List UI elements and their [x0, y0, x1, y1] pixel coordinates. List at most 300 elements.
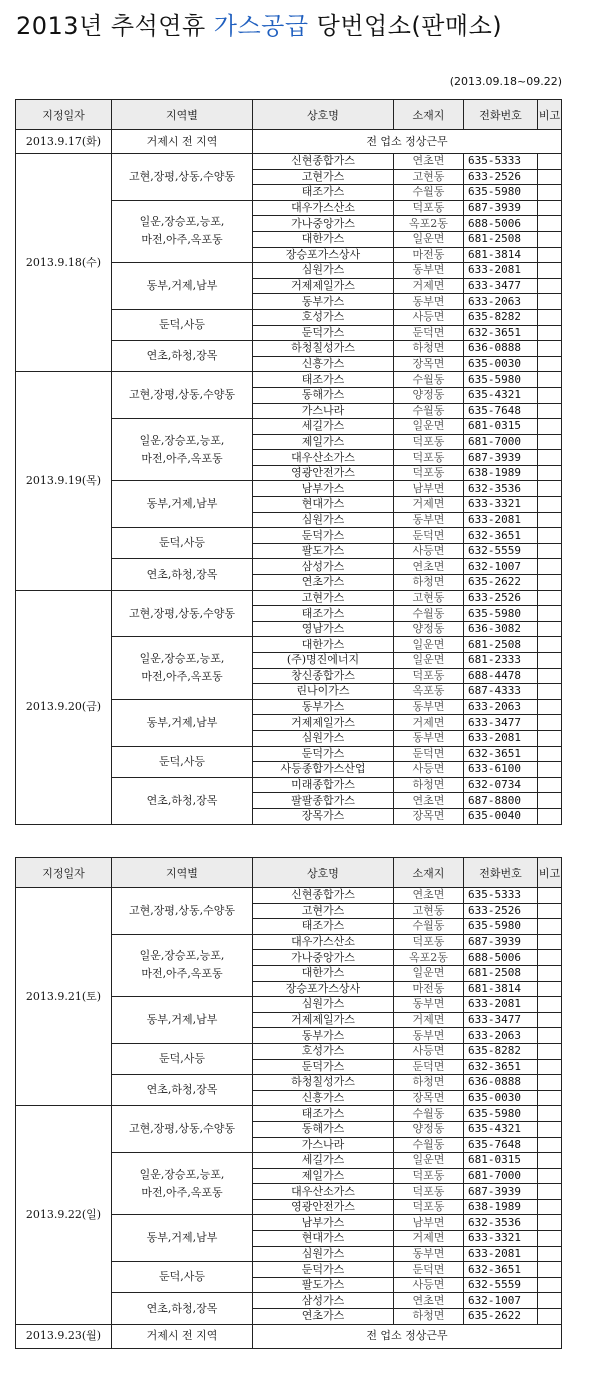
location-cell: 사등면	[394, 1277, 464, 1293]
note-cell	[538, 715, 562, 731]
location-cell: 덕포동	[394, 668, 464, 684]
shop-name-cell: 남부가스	[253, 1215, 394, 1231]
phone-cell: 635-8282	[464, 1043, 538, 1059]
note-cell	[538, 808, 562, 824]
duty-table-2	[15, 857, 562, 1349]
note-cell	[538, 309, 562, 325]
phone-cell: 681-3814	[464, 981, 538, 997]
phone-cell: 687-3939	[464, 450, 538, 466]
location-cell: 연초면	[394, 1293, 464, 1309]
shop-name-cell: 동부가스	[253, 1028, 394, 1044]
phone-cell: 681-3814	[464, 247, 538, 263]
location-cell: 동부면	[394, 512, 464, 528]
special-row	[16, 1324, 562, 1348]
phone-cell: 635-5980	[464, 1106, 538, 1122]
table-row	[16, 1106, 562, 1122]
area-cell	[112, 590, 253, 637]
location-cell: 고현동	[394, 590, 464, 606]
shop-name-cell: 심원가스	[253, 730, 394, 746]
phone-cell: 636-3082	[464, 621, 538, 637]
header-phone: 전화번호	[464, 100, 538, 130]
note-cell	[538, 1309, 562, 1325]
area-line: 동부,거제,남부	[146, 715, 218, 729]
shop-name-cell: 신흥가스	[253, 1090, 394, 1106]
note-cell	[538, 341, 562, 357]
page-title	[16, 6, 502, 41]
location-cell: 동부면	[394, 699, 464, 715]
phone-cell: 633-2063	[464, 699, 538, 715]
area-line: 마전,아주,옥포동	[141, 451, 223, 465]
shop-name-cell: 심원가스	[253, 512, 394, 528]
location-cell: 하청면	[394, 777, 464, 793]
note-cell	[538, 512, 562, 528]
phone-cell: 681-2508	[464, 965, 538, 981]
phone-cell: 633-6100	[464, 762, 538, 778]
note-cell	[538, 590, 562, 606]
area-line: 고현,장평,상동,수양동	[128, 388, 236, 402]
note-cell	[538, 903, 562, 919]
location-cell: 장목면	[394, 356, 464, 372]
shop-name-cell: 창신종합가스	[253, 668, 394, 684]
area-line: 연초,하청,장목	[146, 1301, 218, 1315]
date-cell: 2013.9.17(화)	[16, 130, 112, 154]
area-line: 동부,거제,남부	[146, 497, 218, 511]
note-cell	[538, 169, 562, 185]
note-cell	[538, 1246, 562, 1262]
shop-name-cell: 현대가스	[253, 1231, 394, 1247]
location-cell: 양정동	[394, 387, 464, 403]
location-cell: 동부면	[394, 263, 464, 279]
date-cell: 2013.9.22(일)	[16, 1106, 112, 1324]
date-cell: 2013.9.20(금)	[16, 590, 112, 824]
phone-cell: 635-7648	[464, 1137, 538, 1153]
shop-name-cell: 린나이가스	[253, 684, 394, 700]
location-cell: 고현동	[394, 169, 464, 185]
area-cell	[112, 637, 253, 699]
note-cell	[538, 497, 562, 513]
shop-name-cell: 둔덕가스	[253, 528, 394, 544]
area-cell	[112, 1215, 253, 1262]
note-cell	[538, 1153, 562, 1169]
location-cell: 수월동	[394, 606, 464, 622]
shop-name-cell: 고현가스	[253, 903, 394, 919]
area-cell	[112, 934, 253, 996]
note-cell: 전 업소 정상근무	[253, 130, 562, 154]
location-cell: 연초면	[394, 888, 464, 904]
phone-cell: 635-5980	[464, 606, 538, 622]
phone-cell: 632-1007	[464, 559, 538, 575]
location-cell: 하청면	[394, 1309, 464, 1325]
shop-name-cell: 신현종합가스	[253, 154, 394, 170]
note-cell: 전 업소 정상근무	[253, 1324, 562, 1348]
table-row	[16, 372, 562, 388]
area-cell	[112, 699, 253, 746]
shop-name-cell: 고현가스	[253, 590, 394, 606]
header-shop: 상호명	[253, 100, 394, 130]
location-cell: 동부면	[394, 730, 464, 746]
phone-cell: 636-0888	[464, 1075, 538, 1091]
note-cell	[538, 621, 562, 637]
location-cell: 하청면	[394, 341, 464, 357]
note-cell	[538, 981, 562, 997]
location-cell: 옥포동	[394, 684, 464, 700]
note-cell	[538, 1043, 562, 1059]
location-cell: 옥포2동	[394, 216, 464, 232]
note-cell	[538, 1277, 562, 1293]
area-cell	[112, 1043, 253, 1074]
location-cell: 동부면	[394, 1028, 464, 1044]
note-cell	[538, 185, 562, 201]
phone-cell: 687-4333	[464, 684, 538, 700]
shop-name-cell: 장승포가스상사	[253, 981, 394, 997]
shop-name-cell: 장승포가스상사	[253, 247, 394, 263]
shop-name-cell: 가스나라	[253, 403, 394, 419]
area-cell	[112, 200, 253, 262]
shop-name-cell: 동부가스	[253, 699, 394, 715]
shop-name-cell: 팔팔종합가스	[253, 793, 394, 809]
location-cell: 일운면	[394, 637, 464, 653]
header-row	[16, 858, 562, 888]
period-text: (2013.09.18~09.22)	[449, 75, 562, 88]
location-cell: 덕포동	[394, 1168, 464, 1184]
note-cell	[538, 278, 562, 294]
phone-cell: 681-2508	[464, 637, 538, 653]
date-cell: 2013.9.18(수)	[16, 154, 112, 372]
location-cell: 일운면	[394, 231, 464, 247]
area-line: 고현,장평,상동,수양동	[128, 1122, 236, 1136]
shop-name-cell: 제일가스	[253, 1168, 394, 1184]
note-cell	[538, 1231, 562, 1247]
location-cell: 수월동	[394, 1106, 464, 1122]
note-cell	[538, 154, 562, 170]
note-cell	[538, 1137, 562, 1153]
location-cell: 둔덕면	[394, 1059, 464, 1075]
phone-cell: 633-2081	[464, 263, 538, 279]
area-cell	[112, 263, 253, 310]
phone-cell: 632-3651	[464, 1262, 538, 1278]
note-cell	[538, 356, 562, 372]
special-row	[16, 130, 562, 154]
phone-cell: 632-5559	[464, 1277, 538, 1293]
area-cell	[112, 777, 253, 824]
location-cell: 수월동	[394, 185, 464, 201]
area-cell	[112, 1293, 253, 1324]
area-line: 동부,거제,남부	[146, 1013, 218, 1027]
note-cell	[538, 403, 562, 419]
shop-name-cell: 호성가스	[253, 1043, 394, 1059]
note-cell	[538, 263, 562, 279]
location-cell: 거제면	[394, 497, 464, 513]
area-cell	[112, 419, 253, 481]
phone-cell: 688-5006	[464, 216, 538, 232]
location-cell: 장목면	[394, 808, 464, 824]
phone-cell: 681-0315	[464, 1153, 538, 1169]
phone-cell: 633-2081	[464, 1246, 538, 1262]
location-cell: 사등면	[394, 543, 464, 559]
location-cell: 하청면	[394, 1075, 464, 1091]
location-cell: 일운면	[394, 419, 464, 435]
phone-cell: 633-3321	[464, 1231, 538, 1247]
phone-cell: 632-3651	[464, 528, 538, 544]
phone-cell: 633-3321	[464, 497, 538, 513]
location-cell: 사등면	[394, 762, 464, 778]
location-cell: 둔덕면	[394, 746, 464, 762]
shop-name-cell: 태조가스	[253, 606, 394, 622]
location-cell: 둔덕면	[394, 325, 464, 341]
shop-name-cell: 둔덕가스	[253, 746, 394, 762]
phone-cell: 633-2081	[464, 730, 538, 746]
location-cell: 수월동	[394, 403, 464, 419]
area-cell	[112, 1106, 253, 1153]
area-cell	[112, 1153, 253, 1215]
note-cell	[538, 1199, 562, 1215]
shop-name-cell: 장목가스	[253, 808, 394, 824]
area-line: 연초,하청,장목	[146, 567, 218, 581]
location-cell: 둔덕면	[394, 528, 464, 544]
shop-name-cell: 하청칠성가스	[253, 341, 394, 357]
note-cell	[538, 1262, 562, 1278]
location-cell: 동부면	[394, 1246, 464, 1262]
shop-name-cell: 태조가스	[253, 185, 394, 201]
phone-cell: 635-5333	[464, 888, 538, 904]
duty-table-1	[15, 99, 562, 825]
shop-name-cell: 남부가스	[253, 481, 394, 497]
phone-cell: 633-2526	[464, 169, 538, 185]
phone-cell: 635-5980	[464, 185, 538, 201]
phone-cell: 633-2081	[464, 997, 538, 1013]
phone-cell: 636-0888	[464, 341, 538, 357]
shop-name-cell: 연초가스	[253, 575, 394, 591]
phone-cell: 632-3651	[464, 1059, 538, 1075]
location-cell: 거제면	[394, 715, 464, 731]
area-line: 고현,장평,상동,수양동	[128, 169, 236, 183]
note-cell	[538, 450, 562, 466]
area-cell	[112, 372, 253, 419]
location-cell: 거제면	[394, 278, 464, 294]
location-cell: 일운면	[394, 1153, 464, 1169]
shop-name-cell: 현대가스	[253, 497, 394, 513]
location-cell: 남부면	[394, 481, 464, 497]
note-cell	[538, 465, 562, 481]
area-line: 일운,장승포,능포,	[139, 652, 225, 666]
location-cell: 사등면	[394, 1043, 464, 1059]
location-cell: 덕포동	[394, 934, 464, 950]
location-cell: 덕포동	[394, 200, 464, 216]
note-cell	[538, 575, 562, 591]
date-cell: 2013.9.23(월)	[16, 1324, 112, 1348]
shop-name-cell: 동해가스	[253, 387, 394, 403]
phone-cell: 633-2063	[464, 294, 538, 310]
note-cell	[538, 965, 562, 981]
shop-name-cell: 삼성가스	[253, 559, 394, 575]
note-cell	[538, 1075, 562, 1091]
phone-cell: 688-4478	[464, 668, 538, 684]
area-line: 마전,아주,옥포동	[141, 670, 223, 684]
shop-name-cell: 호성가스	[253, 309, 394, 325]
location-cell: 연초면	[394, 793, 464, 809]
shop-name-cell: 대한가스	[253, 231, 394, 247]
area-line: 일운,장승포,능포,	[139, 949, 225, 963]
phone-cell: 635-4321	[464, 1121, 538, 1137]
note-cell	[538, 653, 562, 669]
phone-cell: 635-0030	[464, 356, 538, 372]
phone-cell: 638-1989	[464, 1199, 538, 1215]
location-cell: 일운면	[394, 965, 464, 981]
area-cell: 거제시 전 지역	[112, 1324, 253, 1348]
phone-cell: 635-4321	[464, 387, 538, 403]
note-cell	[538, 777, 562, 793]
area-cell	[112, 481, 253, 528]
note-cell	[538, 950, 562, 966]
shop-name-cell: 동해가스	[253, 1121, 394, 1137]
phone-cell: 633-3477	[464, 1012, 538, 1028]
shop-name-cell: 고현가스	[253, 169, 394, 185]
shop-name-cell: 영광안전가스	[253, 465, 394, 481]
phone-cell: 633-3477	[464, 715, 538, 731]
note-cell	[538, 919, 562, 935]
phone-cell: 633-2081	[464, 512, 538, 528]
note-cell	[538, 216, 562, 232]
shop-name-cell: 하청칠성가스	[253, 1075, 394, 1091]
area-line: 마전,아주,옥포동	[141, 1185, 223, 1199]
location-cell: 수월동	[394, 372, 464, 388]
area-line: 둔덕,사등	[158, 536, 205, 550]
phone-cell: 633-2526	[464, 590, 538, 606]
area-line: 고현,장평,상동,수양동	[128, 606, 236, 620]
location-cell: 둔덕면	[394, 1262, 464, 1278]
phone-cell: 635-5333	[464, 154, 538, 170]
header-note: 비고	[538, 858, 562, 888]
location-cell: 사등면	[394, 309, 464, 325]
phone-cell: 635-0040	[464, 808, 538, 824]
table-row	[16, 154, 562, 170]
note-cell	[538, 730, 562, 746]
area-line: 둔덕,사등	[158, 754, 205, 768]
location-cell: 양정동	[394, 1121, 464, 1137]
area-cell	[112, 341, 253, 372]
shop-name-cell: 영광안전가스	[253, 1199, 394, 1215]
shop-name-cell: 대한가스	[253, 965, 394, 981]
area-line: 연초,하청,장목	[146, 349, 218, 363]
note-cell	[538, 668, 562, 684]
phone-cell: 681-7000	[464, 434, 538, 450]
note-cell	[538, 1028, 562, 1044]
area-line: 일운,장승포,능포,	[139, 215, 225, 229]
area-cell	[112, 997, 253, 1044]
phone-cell: 633-3477	[464, 278, 538, 294]
location-cell: 일운면	[394, 653, 464, 669]
location-cell: 덕포동	[394, 1199, 464, 1215]
phone-cell: 638-1989	[464, 465, 538, 481]
area-cell	[112, 888, 253, 935]
header-area: 지역별	[112, 100, 253, 130]
phone-cell: 632-0734	[464, 777, 538, 793]
shop-name-cell: 신현종합가스	[253, 888, 394, 904]
note-cell	[538, 1215, 562, 1231]
note-cell	[538, 1121, 562, 1137]
phone-cell: 687-8800	[464, 793, 538, 809]
note-cell	[538, 543, 562, 559]
shop-name-cell: 가스나라	[253, 1137, 394, 1153]
date-cell: 2013.9.19(목)	[16, 372, 112, 590]
area-line: 동부,거제,남부	[146, 279, 218, 293]
phone-cell: 687-3939	[464, 1184, 538, 1200]
area-line: 마전,아주,옥포동	[141, 233, 223, 247]
header-date: 지정일자	[16, 100, 112, 130]
area-line: 동부,거제,남부	[146, 1231, 218, 1245]
phone-cell: 681-2333	[464, 653, 538, 669]
phone-cell: 635-5980	[464, 919, 538, 935]
header-phone: 전화번호	[464, 858, 538, 888]
location-cell: 양정동	[394, 621, 464, 637]
shop-name-cell: 동부가스	[253, 294, 394, 310]
location-cell: 하청면	[394, 575, 464, 591]
shop-name-cell: 신흥가스	[253, 356, 394, 372]
shop-name-cell: 대한가스	[253, 637, 394, 653]
shop-name-cell: 대우가스산소	[253, 934, 394, 950]
note-cell	[538, 934, 562, 950]
shop-name-cell: 연초가스	[253, 1309, 394, 1325]
area-cell	[112, 1262, 253, 1293]
shop-name-cell: 대우산소가스	[253, 450, 394, 466]
area-line: 마전,아주,옥포동	[141, 967, 223, 981]
location-cell: 동부면	[394, 294, 464, 310]
phone-cell: 687-3939	[464, 200, 538, 216]
shop-name-cell: 영남가스	[253, 621, 394, 637]
note-cell	[538, 200, 562, 216]
table-row	[16, 590, 562, 606]
shop-name-cell: 팔도가스	[253, 543, 394, 559]
location-cell: 연초면	[394, 559, 464, 575]
note-cell	[538, 247, 562, 263]
shop-name-cell: 세길가스	[253, 419, 394, 435]
note-cell	[538, 294, 562, 310]
note-cell	[538, 1012, 562, 1028]
shop-name-cell: 거제제일가스	[253, 715, 394, 731]
note-cell	[538, 1090, 562, 1106]
shop-name-cell: 둔덕가스	[253, 1059, 394, 1075]
note-cell	[538, 997, 562, 1013]
shop-name-cell: 심원가스	[253, 1246, 394, 1262]
area-cell: 거제시 전 지역	[112, 130, 253, 154]
date-cell: 2013.9.21(토)	[16, 888, 112, 1106]
location-cell: 덕포동	[394, 1184, 464, 1200]
area-cell	[112, 154, 253, 201]
note-cell	[538, 419, 562, 435]
phone-cell: 635-2622	[464, 1309, 538, 1325]
phone-cell: 635-5980	[464, 372, 538, 388]
header-row	[16, 100, 562, 130]
note-cell	[538, 637, 562, 653]
shop-name-cell: 심원가스	[253, 263, 394, 279]
note-cell	[538, 1106, 562, 1122]
header-note: 비고	[538, 100, 562, 130]
note-cell	[538, 481, 562, 497]
header-area: 지역별	[112, 858, 253, 888]
phone-cell: 635-0030	[464, 1090, 538, 1106]
table-row	[16, 888, 562, 904]
area-line: 연초,하청,장목	[146, 1083, 218, 1097]
shop-name-cell: 거제제일가스	[253, 1012, 394, 1028]
location-cell: 덕포동	[394, 434, 464, 450]
note-cell	[538, 1184, 562, 1200]
note-cell	[538, 606, 562, 622]
shop-name-cell: 대우산소가스	[253, 1184, 394, 1200]
shop-name-cell: 가나중앙가스	[253, 216, 394, 232]
location-cell: 덕포동	[394, 450, 464, 466]
area-cell	[112, 309, 253, 340]
shop-name-cell: 대우가스산소	[253, 200, 394, 216]
